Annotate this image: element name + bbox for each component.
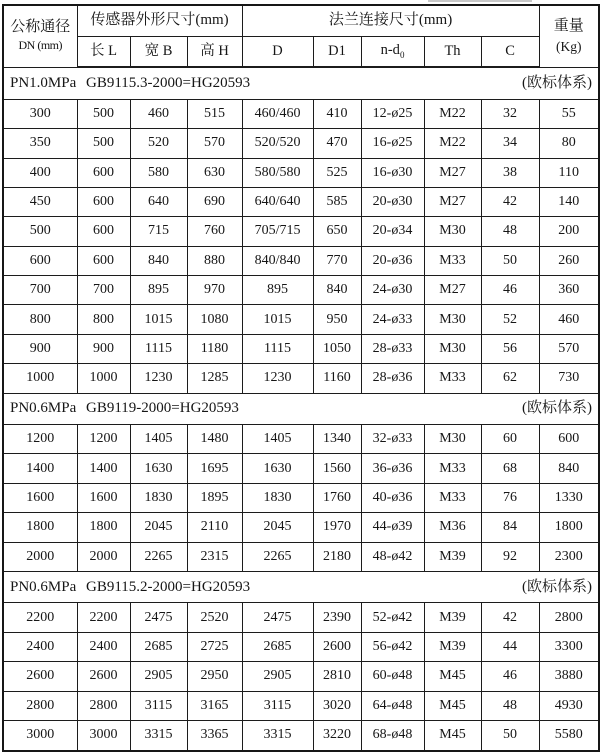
- section-header-cell: [3, 572, 599, 603]
- cell-height: 2110: [187, 513, 242, 542]
- section-standard-label: GB9115.2-2000=HG20593: [86, 578, 251, 595]
- cell-ndo: 52-ø42: [361, 603, 424, 632]
- cell-d: 580/580: [242, 158, 313, 187]
- column-header-c: C: [481, 37, 539, 68]
- scan-artifact-line: [428, 0, 532, 2]
- cell-dn: 700: [3, 276, 77, 305]
- cell-weight: 3880: [539, 662, 599, 691]
- cell-d1: 1340: [313, 425, 361, 454]
- cell-dn: 450: [3, 187, 77, 216]
- cell-d1: 2600: [313, 632, 361, 661]
- cell-c: 76: [481, 483, 539, 512]
- cell-d: 3315: [242, 720, 313, 751]
- section-standard-label: GB9115.3-2000=HG20593: [86, 74, 251, 91]
- cell-length: 1600: [77, 483, 130, 512]
- cell-height: 690: [187, 187, 242, 216]
- cell-ndo: 40-ø36: [361, 483, 424, 512]
- cell-ndo: 56-ø42: [361, 632, 424, 661]
- data-row: [3, 425, 599, 454]
- cell-c: 52: [481, 305, 539, 334]
- cell-weight: 730: [539, 364, 599, 393]
- cell-ndo: 60-ø48: [361, 662, 424, 691]
- cell-d1: 840: [313, 276, 361, 305]
- cell-width: 3315: [130, 720, 187, 751]
- cell-height: 3365: [187, 720, 242, 751]
- cell-d: 3115: [242, 691, 313, 720]
- cell-d1: 2810: [313, 662, 361, 691]
- cell-length: 600: [77, 158, 130, 187]
- cell-length: 600: [77, 187, 130, 216]
- cell-ndo: 64-ø48: [361, 691, 424, 720]
- ndo-main: n-d: [380, 42, 400, 59]
- cell-width: 2475: [130, 603, 187, 632]
- cell-th: M22: [424, 129, 481, 158]
- cell-d1: 1560: [313, 454, 361, 483]
- cell-width: 2685: [130, 632, 187, 661]
- cell-d1: 950: [313, 305, 361, 334]
- cell-ndo: 28-ø36: [361, 364, 424, 393]
- data-row: [3, 334, 599, 363]
- cell-weight: 600: [539, 425, 599, 454]
- cell-th: M30: [424, 425, 481, 454]
- ndo-subscript: 0: [399, 50, 405, 61]
- cell-d: 2265: [242, 542, 313, 571]
- cell-length: 1400: [77, 454, 130, 483]
- cell-width: 840: [130, 246, 187, 275]
- cell-width: 895: [130, 276, 187, 305]
- cell-length: 500: [77, 129, 130, 158]
- cell-height: 1895: [187, 483, 242, 512]
- data-row: [3, 187, 599, 216]
- data-row: [3, 662, 599, 691]
- cell-c: 42: [481, 603, 539, 632]
- cell-height: 2315: [187, 542, 242, 571]
- cell-dn: 2200: [3, 603, 77, 632]
- cell-width: 1015: [130, 305, 187, 334]
- data-row: [3, 158, 599, 187]
- cell-d: 1115: [242, 334, 313, 363]
- cell-weight: 260: [539, 246, 599, 275]
- cell-weight: 200: [539, 217, 599, 246]
- cell-weight: 2800: [539, 603, 599, 632]
- cell-ndo: 36-ø36: [361, 454, 424, 483]
- cell-weight: 110: [539, 158, 599, 187]
- cell-th: M33: [424, 246, 481, 275]
- cell-c: 50: [481, 720, 539, 751]
- cell-d: 2475: [242, 603, 313, 632]
- cell-d1: 1970: [313, 513, 361, 542]
- data-row: [3, 129, 599, 158]
- cell-c: 46: [481, 662, 539, 691]
- cell-th: M45: [424, 720, 481, 751]
- section-header-cell: [3, 67, 599, 99]
- cell-th: M33: [424, 364, 481, 393]
- cell-d: 640/640: [242, 187, 313, 216]
- cell-length: 800: [77, 305, 130, 334]
- cell-c: 48: [481, 691, 539, 720]
- section-header-row: [3, 572, 599, 603]
- cell-length: 2200: [77, 603, 130, 632]
- cell-weight: 55: [539, 99, 599, 128]
- cell-dn: 2800: [3, 691, 77, 720]
- cell-height: 570: [187, 129, 242, 158]
- cell-d: 520/520: [242, 129, 313, 158]
- dn-unit: DN (mm): [18, 38, 62, 53]
- cell-dn: 1000: [3, 364, 77, 393]
- cell-width: 640: [130, 187, 187, 216]
- data-row: [3, 217, 599, 246]
- cell-d1: 1760: [313, 483, 361, 512]
- cell-height: 630: [187, 158, 242, 187]
- cell-th: M30: [424, 305, 481, 334]
- cell-c: 62: [481, 364, 539, 393]
- cell-ndo: 48-ø42: [361, 542, 424, 571]
- cell-weight: 140: [539, 187, 599, 216]
- cell-d: 1405: [242, 425, 313, 454]
- cell-ndo: 68-ø48: [361, 720, 424, 751]
- cell-th: M39: [424, 603, 481, 632]
- cell-length: 1200: [77, 425, 130, 454]
- section-system-label: (欧标体系): [522, 400, 593, 417]
- cell-width: 460: [130, 99, 187, 128]
- cell-c: 68: [481, 454, 539, 483]
- column-header-width: 宽 B: [130, 37, 187, 68]
- column-group-flange-dimensions: 法兰连接尺寸(mm): [242, 5, 539, 37]
- column-header-ndo: [361, 37, 424, 68]
- cell-width: 1230: [130, 364, 187, 393]
- cell-d1: 2390: [313, 603, 361, 632]
- cell-width: 2045: [130, 513, 187, 542]
- cell-dn: 800: [3, 305, 77, 334]
- cell-dn: 400: [3, 158, 77, 187]
- cell-d1: 650: [313, 217, 361, 246]
- cell-width: 580: [130, 158, 187, 187]
- section-standard-label: GB9119-2000=HG20593: [86, 400, 239, 417]
- cell-c: 44: [481, 632, 539, 661]
- data-row: [3, 276, 599, 305]
- cell-length: 1800: [77, 513, 130, 542]
- data-row: [3, 542, 599, 571]
- cell-height: 3165: [187, 691, 242, 720]
- cell-weight: 1800: [539, 513, 599, 542]
- cell-weight: 570: [539, 334, 599, 363]
- cell-d1: 3220: [313, 720, 361, 751]
- cell-ndo: 20-ø36: [361, 246, 424, 275]
- cell-length: 1000: [77, 364, 130, 393]
- cell-dn: 2400: [3, 632, 77, 661]
- column-header-length: 长 L: [77, 37, 130, 68]
- cell-width: 2905: [130, 662, 187, 691]
- cell-dn: 300: [3, 99, 77, 128]
- section-system-label: (欧标体系): [522, 74, 593, 91]
- cell-ndo: 44-ø39: [361, 513, 424, 542]
- cell-th: M33: [424, 454, 481, 483]
- data-row: [3, 246, 599, 275]
- cell-height: 2725: [187, 632, 242, 661]
- cell-length: 2600: [77, 662, 130, 691]
- cell-weight: 4930: [539, 691, 599, 720]
- section-header-row: [3, 67, 599, 99]
- cell-width: 520: [130, 129, 187, 158]
- cell-d: 460/460: [242, 99, 313, 128]
- cell-d: 840/840: [242, 246, 313, 275]
- cell-length: 2000: [77, 542, 130, 571]
- cell-c: 84: [481, 513, 539, 542]
- cell-dn: 3000: [3, 720, 77, 751]
- column-header-height: 高 H: [187, 37, 242, 68]
- cell-c: 42: [481, 187, 539, 216]
- cell-th: M33: [424, 483, 481, 512]
- flange-dimension-table: [2, 4, 600, 752]
- cell-th: M39: [424, 632, 481, 661]
- cell-c: 34: [481, 129, 539, 158]
- cell-weight: 3300: [539, 632, 599, 661]
- cell-c: 56: [481, 334, 539, 363]
- cell-width: 1630: [130, 454, 187, 483]
- cell-th: M27: [424, 187, 481, 216]
- weight-title: 重量: [553, 17, 584, 34]
- cell-weight: 460: [539, 305, 599, 334]
- header-group-row: [3, 5, 599, 37]
- cell-c: 48: [481, 217, 539, 246]
- cell-d1: 770: [313, 246, 361, 275]
- data-row: [3, 305, 599, 334]
- data-row: [3, 454, 599, 483]
- cell-dn: 2600: [3, 662, 77, 691]
- cell-dn: 900: [3, 334, 77, 363]
- cell-d: 2685: [242, 632, 313, 661]
- cell-th: M36: [424, 513, 481, 542]
- cell-ndo: 20-ø34: [361, 217, 424, 246]
- section-header-row: [3, 393, 599, 424]
- section-pressure-label: PN1.0MPa: [10, 74, 77, 91]
- cell-dn: 350: [3, 129, 77, 158]
- cell-height: 515: [187, 99, 242, 128]
- cell-d: 1630: [242, 454, 313, 483]
- data-row: [3, 603, 599, 632]
- column-header-weight: [539, 5, 599, 67]
- cell-height: 760: [187, 217, 242, 246]
- cell-dn: 2000: [3, 542, 77, 571]
- cell-c: 38: [481, 158, 539, 187]
- cell-height: 1480: [187, 425, 242, 454]
- cell-th: M27: [424, 158, 481, 187]
- data-row: [3, 483, 599, 512]
- cell-th: M27: [424, 276, 481, 305]
- cell-ndo: 12-ø25: [361, 99, 424, 128]
- cell-width: 3115: [130, 691, 187, 720]
- section-pressure-label: PN0.6MPa: [10, 400, 77, 417]
- dn-title: 公称通径: [10, 19, 71, 36]
- data-row: [3, 364, 599, 393]
- cell-height: 1695: [187, 454, 242, 483]
- cell-height: 880: [187, 246, 242, 275]
- cell-d: 1830: [242, 483, 313, 512]
- data-row: [3, 99, 599, 128]
- cell-weight: 360: [539, 276, 599, 305]
- cell-weight: 1330: [539, 483, 599, 512]
- cell-d: 705/715: [242, 217, 313, 246]
- cell-ndo: 32-ø33: [361, 425, 424, 454]
- cell-ndo: 16-ø30: [361, 158, 424, 187]
- cell-dn: 600: [3, 246, 77, 275]
- cell-d1: 2180: [313, 542, 361, 571]
- cell-weight: 2300: [539, 542, 599, 571]
- column-header-d1: D1: [313, 37, 361, 68]
- cell-length: 600: [77, 246, 130, 275]
- cell-ndo: 28-ø33: [361, 334, 424, 363]
- cell-c: 50: [481, 246, 539, 275]
- section-header-cell: [3, 393, 599, 424]
- cell-weight: 840: [539, 454, 599, 483]
- cell-length: 2400: [77, 632, 130, 661]
- cell-dn: 1800: [3, 513, 77, 542]
- weight-unit: (Kg): [556, 39, 582, 55]
- cell-weight: 80: [539, 129, 599, 158]
- cell-width: 715: [130, 217, 187, 246]
- cell-width: 1405: [130, 425, 187, 454]
- data-row: [3, 720, 599, 751]
- cell-ndo: 24-ø33: [361, 305, 424, 334]
- cell-d1: 1050: [313, 334, 361, 363]
- table-body: [3, 67, 599, 751]
- header-sub-row: [3, 37, 599, 68]
- cell-height: 1180: [187, 334, 242, 363]
- cell-th: M30: [424, 217, 481, 246]
- cell-ndo: 20-ø30: [361, 187, 424, 216]
- cell-height: 970: [187, 276, 242, 305]
- column-header-d: D: [242, 37, 313, 68]
- cell-ndo: 24-ø30: [361, 276, 424, 305]
- column-group-sensor-dimensions: 传感器外形尺寸(mm): [77, 5, 242, 37]
- cell-dn: 1600: [3, 483, 77, 512]
- cell-d: 2905: [242, 662, 313, 691]
- data-row: [3, 632, 599, 661]
- cell-d1: 585: [313, 187, 361, 216]
- cell-width: 1830: [130, 483, 187, 512]
- cell-height: 2950: [187, 662, 242, 691]
- cell-c: 46: [481, 276, 539, 305]
- cell-dn: 1400: [3, 454, 77, 483]
- cell-d: 895: [242, 276, 313, 305]
- cell-c: 32: [481, 99, 539, 128]
- cell-d: 1230: [242, 364, 313, 393]
- cell-dn: 1200: [3, 425, 77, 454]
- cell-length: 2800: [77, 691, 130, 720]
- cell-d: 2045: [242, 513, 313, 542]
- section-system-label: (欧标体系): [522, 578, 593, 595]
- cell-th: M30: [424, 334, 481, 363]
- cell-ndo: 16-ø25: [361, 129, 424, 158]
- cell-d1: 410: [313, 99, 361, 128]
- data-row: [3, 513, 599, 542]
- cell-th: M45: [424, 662, 481, 691]
- cell-th: M22: [424, 99, 481, 128]
- cell-c: 92: [481, 542, 539, 571]
- cell-d1: 525: [313, 158, 361, 187]
- cell-width: 2265: [130, 542, 187, 571]
- column-header-th: Th: [424, 37, 481, 68]
- cell-d1: 3020: [313, 691, 361, 720]
- cell-d1: 470: [313, 129, 361, 158]
- cell-d: 1015: [242, 305, 313, 334]
- cell-width: 1115: [130, 334, 187, 363]
- cell-length: 600: [77, 217, 130, 246]
- cell-height: 1080: [187, 305, 242, 334]
- cell-th: M45: [424, 691, 481, 720]
- cell-length: 3000: [77, 720, 130, 751]
- cell-height: 1285: [187, 364, 242, 393]
- cell-d1: 1160: [313, 364, 361, 393]
- cell-weight: 5580: [539, 720, 599, 751]
- table-header: [3, 5, 599, 67]
- cell-length: 900: [77, 334, 130, 363]
- column-header-dn: [3, 5, 77, 67]
- cell-c: 60: [481, 425, 539, 454]
- cell-height: 2520: [187, 603, 242, 632]
- section-pressure-label: PN0.6MPa: [10, 578, 77, 595]
- data-row: [3, 691, 599, 720]
- cell-th: M39: [424, 542, 481, 571]
- cell-length: 700: [77, 276, 130, 305]
- cell-length: 500: [77, 99, 130, 128]
- cell-dn: 500: [3, 217, 77, 246]
